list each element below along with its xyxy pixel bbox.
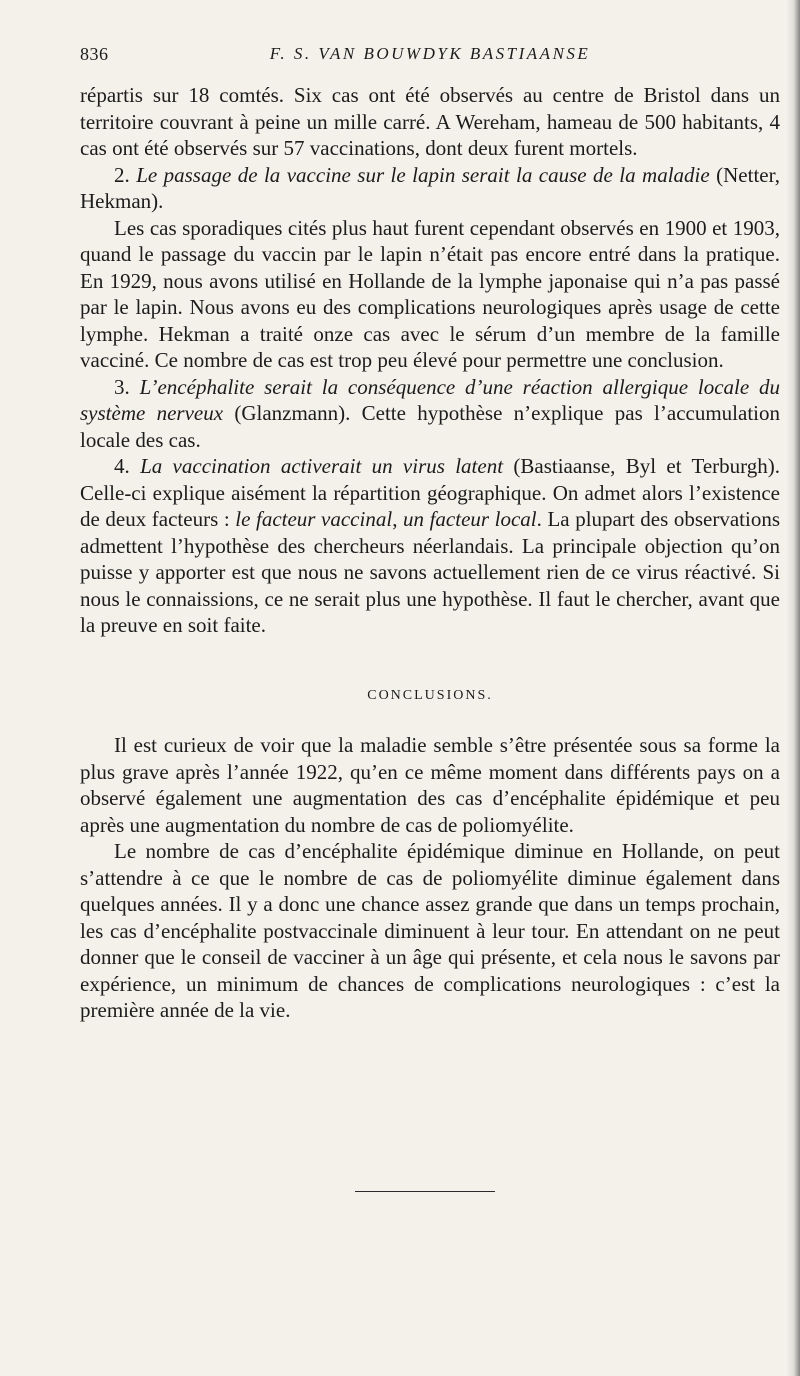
running-head: F. S. VAN BOUWDYK BASTIAANSE	[269, 44, 591, 63]
hypothesis-title: Le passage de la vaccine sur le lapin serait la cause de la maladie	[136, 162, 710, 187]
hypothesis-number: 3.	[114, 374, 140, 399]
main-text	[80, 82, 780, 1024]
factor-vaccinal: le facteur vaccinal	[235, 507, 393, 531]
paragraph-sporadic-cases: Les cas sporadiques cités plus haut furent cependant observés en 1900 et 1903, quand le passage du vaccin par le lapin n’était pas encore entré dans la pratique. En 1929, nous avons utilisé en Hollande de la lymphe japonaise qui n’a pas passé par le lapin. Nous avons eu des complications neurologiques après usage de cette lymphe. Hekman a traité onze cas avec le sérum d’un membre de la famille vacciné. Ce nombre de cas est trop peu élevé pour permettre une conclusion.	[80, 215, 780, 372]
hypothesis-text: (Bastiaanse, Byl et Terburgh). Celle-ci explique aisément la répartition géographique. On admet alors l’existence de deux facteurs :	[80, 454, 780, 531]
page-number: 836	[80, 44, 109, 64]
conclusions-paragraph: Il est curieux de voir que la maladie semble s’être présentée sous sa forme la plus grave après l’année 1922, qu’en ce même moment dans différents pays on a observé également une augmentation des cas d’encéphalite épidémique et peu après une augmentation du nombre de cas de poliomyélite.	[80, 733, 780, 837]
factor-local: un facteur local	[403, 507, 537, 531]
hypothesis-title: L’encéphalite serait la conséquence d’une réaction allergique locale du système nerveux	[80, 374, 781, 425]
hypothesis-number: 4.	[114, 454, 141, 478]
hypothesis-4	[80, 453, 780, 639]
end-rule	[355, 1191, 495, 1192]
page-header	[80, 44, 780, 74]
hypothesis-3	[80, 374, 780, 454]
conclusions-heading: CONCLUSIONS.	[367, 687, 493, 703]
hypothesis-text: (Glanzmann). Cette hypothèse n’explique pas l’accumulation locale des cas.	[80, 401, 780, 452]
hypothesis-text: . La plupart des observations admettent l’hypothèse des chercheurs néerlandais. La principale objection qu’on puisse y apporter est que nous ne savons actuellement rien de ce virus réactivé. Si nous le connaissions, ce ne serait plus une hypothèse. Il faut le chercher, avant que la preuve en soit faite.	[80, 507, 780, 637]
hypothesis-text: (Netter, Hekman).	[80, 162, 781, 213]
paragraph-continued: répartis sur 18 comtés. Six cas ont été observés au centre de Bristol dans un territoire couvrant à peine un mille carré. A Wereham, hameau de 500 habitants, 4 cas ont été observés sur 57 vaccinations, dont deux furent mortels.	[80, 83, 780, 160]
separator: ,	[392, 507, 404, 531]
conclusions-paragraph: Le nombre de cas d’encéphalite épidémique diminue en Hollande, on peut s’attendre à ce que le nombre de cas de poliomyélite diminue également dans quelques années. Il y a donc une chance assez grande que dans un temps prochain, les cas d’encéphalite postvaccinale diminuent à leur tour. En attendant on ne peut donner que le conseil de vacciner à un âge qui présente, et cela nous le savons par expérience, un minimum de chances de complications neurologiques : c’est la première année de la vie.	[80, 839, 780, 1022]
page-edge-shadow	[786, 0, 800, 1376]
hypothesis-title: La vaccination activerait un virus latent	[140, 454, 504, 478]
hypothesis-2	[80, 162, 780, 215]
hypothesis-number: 2.	[114, 162, 137, 187]
